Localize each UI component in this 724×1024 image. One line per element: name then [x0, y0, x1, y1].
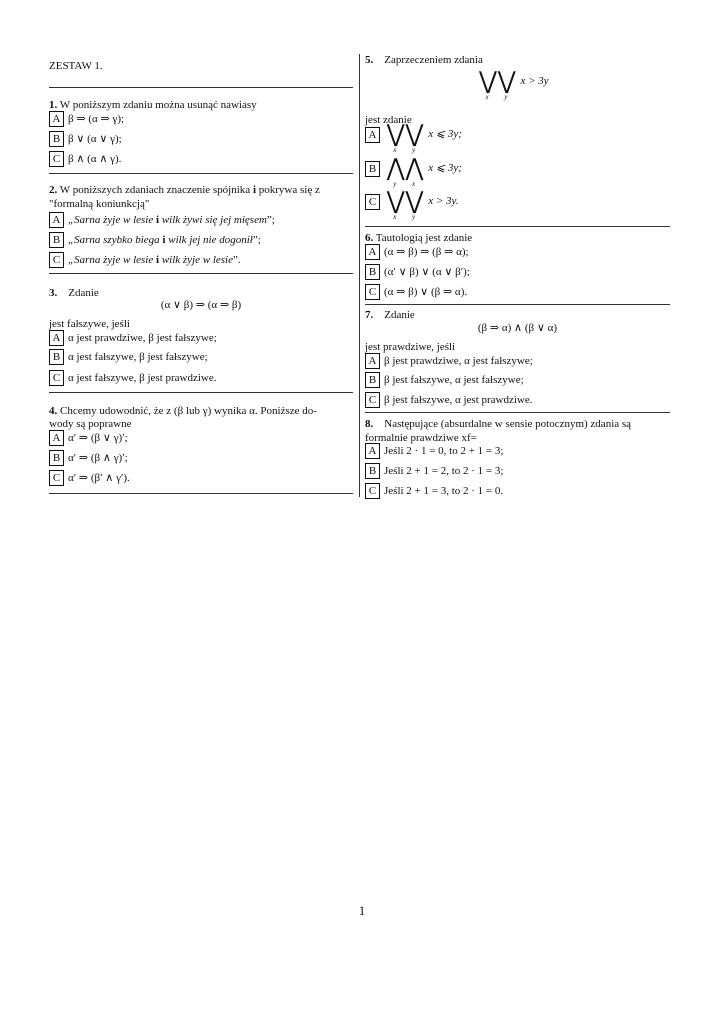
- question-3-text: 3. Zdanie: [49, 287, 99, 299]
- divider: [49, 87, 353, 88]
- question-8-text-cont: formalnie prawdziwe xf=: [365, 432, 477, 444]
- question-5-formula: ⋁ x ⋁ y x > 3y: [479, 66, 549, 101]
- answer-option-c[interactable]: C ⋁ x ⋁ y x > 3y.: [365, 191, 459, 221]
- column-divider: [359, 54, 360, 497]
- answer-option-b[interactable]: B (α′ ∨ β) ∨ (α ∨ β′);: [365, 264, 470, 282]
- page-number: 1: [358, 903, 366, 918]
- answer-option-b[interactable]: B „Sarna szybko biega i wilk jej nie dogonił”;: [49, 232, 261, 250]
- answer-option-a[interactable]: A α jest prawdziwe, β jest fałszywe;: [49, 330, 217, 348]
- answer-option-c[interactable]: C „Sarna żyje w lesie i wilk żyje w lesie”.: [49, 252, 241, 270]
- answer-option-c[interactable]: C β jest fałszywe, α jest prawdziwe.: [365, 392, 533, 410]
- answer-option-a[interactable]: A (α ⇒ β) ⇒ (β ⇒ α);: [365, 244, 469, 262]
- question-3-text-cont: jest fałszywe, jeśli: [49, 318, 130, 330]
- answer-option-a[interactable]: A β jest prawdziwe, α jest fałszywe;: [365, 353, 533, 371]
- big-or-quantifier: ⋁ x: [479, 66, 498, 101]
- question-7-text-cont: jest prawdziwe, jeśli: [365, 341, 456, 353]
- answer-option-c[interactable]: C α′ ⇒ (β′ ∧ γ′).: [49, 470, 130, 488]
- divider: [49, 173, 353, 174]
- question-5-text-cont: jest zdanie: [365, 114, 412, 126]
- question-4-text-cont: wody są poprawne: [49, 418, 132, 430]
- answer-option-b[interactable]: B α jest fałszywe, β jest fałszywe;: [49, 349, 208, 367]
- divider: [49, 493, 353, 494]
- answer-option-a[interactable]: A α′ ⇒ (β ∨ γ)′;: [49, 430, 128, 448]
- set-title: ZESTAW 1.: [49, 60, 103, 72]
- answer-option-c[interactable]: C α jest fałszywe, β jest prawdziwe.: [49, 370, 217, 388]
- big-or-quantifier: ⋁ y: [497, 66, 516, 101]
- divider: [365, 412, 670, 413]
- answer-option-b[interactable]: B β jest fałszywe, α jest fałszywe;: [365, 372, 524, 390]
- answer-option-b[interactable]: B β ∨ (α ∨ γ);: [49, 131, 122, 149]
- answer-option-c[interactable]: C (α ⇒ β) ∨ (β ⇒ α).: [365, 284, 467, 302]
- question-4-text: 4. Chcemy udowodnić, że z (β lub γ) wynika α. Poniższe do-: [49, 405, 317, 417]
- question-7-text: 7. Zdanie: [365, 309, 415, 321]
- divider: [49, 392, 353, 393]
- answer-option-c[interactable]: C β ∧ (α ∧ γ).: [49, 151, 121, 169]
- answer-option-a[interactable]: A ⋁ x ⋁ y x ⩽ 3y;: [365, 124, 462, 154]
- divider: [365, 226, 670, 227]
- question-5-text: 5. Zaprzeczeniem zdania: [365, 54, 483, 66]
- answer-option-c[interactable]: C Jeśli 2 + 1 = 3, to 2 · 1 = 0.: [365, 483, 503, 501]
- question-3-formula: (α ∨ β) ⇒ (α ⇒ β): [160, 299, 242, 311]
- divider: [49, 273, 353, 274]
- answer-option-a[interactable]: A β ⇒ (α ⇒ γ);: [49, 111, 124, 129]
- question-2-text-cont: "formalną koniunkcją": [49, 198, 150, 210]
- divider: [365, 304, 670, 305]
- question-2-text: 2. W poniższych zdaniach znaczenie spójnika i pokrywa się z: [49, 184, 320, 196]
- answer-option-a[interactable]: A „Sarna żyje w lesie i wilk żywi się jej mięsem”;: [49, 212, 275, 230]
- answer-option-b[interactable]: B α′ ⇒ (β ∧ γ)′;: [49, 450, 128, 468]
- question-7-formula: (β ⇒ α) ∧ (β ∨ α): [477, 322, 558, 334]
- answer-option-b[interactable]: B ⋀ y ⋀ x x ⩽ 3y;: [365, 158, 462, 188]
- answer-option-b[interactable]: B Jeśli 2 + 1 = 2, to 2 · 1 = 3;: [365, 463, 503, 481]
- question-6-text: 6. Tautologią jest zdanie: [365, 232, 473, 244]
- answer-option-a[interactable]: A Jeśli 2 · 1 = 0, to 2 + 1 = 3;: [365, 443, 503, 461]
- question-1-text: 1. W poniższym zdaniu można usunąć nawiasy: [49, 99, 257, 111]
- question-8-text: 8. Następujące (absurdalne w sensie potocznym) zdania są: [365, 418, 632, 430]
